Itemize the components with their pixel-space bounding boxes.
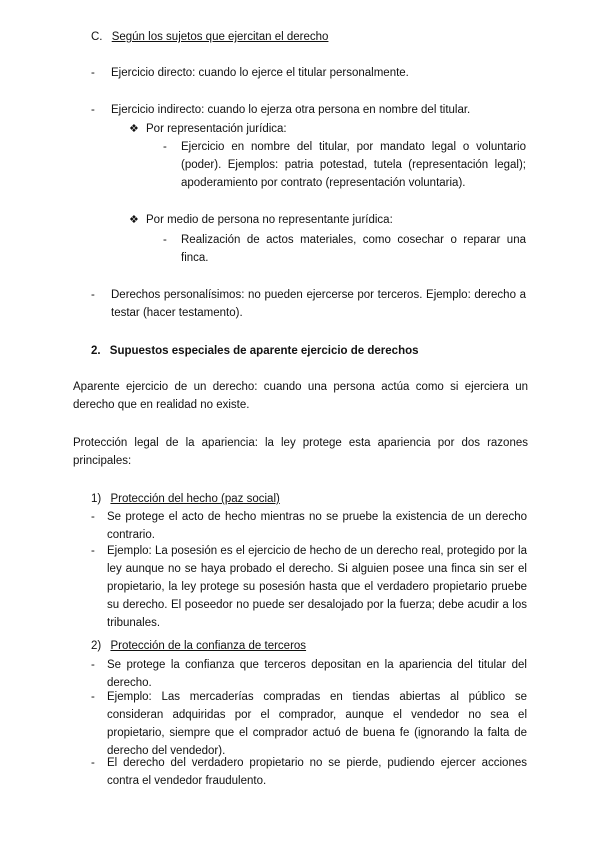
paragraph-proteccion: Protección legal de la apariencia: la ley protege esta apariencia por dos razones principales: (73, 437, 528, 467)
subsection-2-number: 2) (91, 640, 102, 652)
section-2-title: Supuestos especiales de aparente ejercicio de derechos (109, 345, 419, 357)
subsection-2-bullet: Se protege la confianza que terceros depositan en la apariencia del titular del derecho. (107, 659, 527, 689)
diamond-bullet-icon: ❖ (129, 123, 139, 135)
subsection-2-heading (91, 637, 511, 655)
dash-marker: - (91, 289, 95, 301)
subsection-1-number: 1) (91, 493, 102, 505)
dash-marker: - (163, 141, 167, 153)
item-no-representante-sub: Realización de actos materiales, como cosechar o reparar una finca. (181, 234, 526, 264)
item-directo: Ejercicio directo: cuando lo ejerce el titular personalmente. (111, 67, 409, 79)
section-2-number: 2. (91, 345, 101, 357)
paragraph-aparente: Aparente ejercicio de un derecho: cuando una persona actúa como si ejerciera un derecho que en realidad no existe. (73, 381, 528, 411)
subsection-1-bullet: Ejemplo: La posesión es el ejercicio de hecho de un derecho real, protegido por la ley aunque no se haya probado el derecho. Si alguien posee una finca sin ser el propietario, la ley protege su posesión hasta que el verdadero propietario pruebe su derecho. El poseedor no puede ser desalojado por la fuerza; debe acudir a los tribunales. (107, 545, 527, 629)
subsection-2-title: Protección de la confianza de terceros (110, 640, 307, 652)
section-c-title: Según los sujetos que ejercitan el derecho (111, 31, 329, 43)
item-no-representante-label: Por medio de persona no representante jurídica: (146, 214, 393, 226)
dash-marker: - (91, 104, 95, 116)
section-2-heading (91, 342, 531, 360)
item-personalisimos: Derechos personalísimos: no pueden ejercerse por terceros. Ejemplo: derecho a testar (hacer testamento). (111, 289, 526, 319)
section-c-letter: C. (91, 31, 103, 43)
dash-marker: - (91, 511, 95, 523)
subsection-1-title: Protección del hecho (paz social) (110, 493, 280, 505)
item-representacion-sub: Ejercicio en nombre del titular, por mandato legal o voluntario (poder). Ejemplos: patria potestad, tutela (representación legal); apoderamiento por contrato (representación voluntaria). (181, 141, 526, 189)
diamond-bullet-icon: ❖ (129, 214, 139, 226)
subsection-1-bullet: Se protege el acto de hecho mientras no se pruebe la existencia de un derecho contrario. (107, 511, 527, 541)
item-indirecto: Ejercicio indirecto: cuando lo ejerza otra persona en nombre del titular. (111, 104, 471, 116)
dash-marker: - (91, 691, 95, 703)
dash-marker: - (91, 757, 95, 769)
subsection-2-bullet: El derecho del verdadero propietario no se pierde, pudiendo ejercer acciones contra el vendedor fraudulento. (107, 757, 527, 787)
subsection-1-heading (91, 490, 511, 508)
subsection-2-bullet: Ejemplo: Las mercaderías compradas en tiendas abiertas al público se consideran adquiridas por el comprador, aunque el vendedor no sea el propietario, siempre que el comprador actuó de buena fe (ignorando la falta de derecho del vendedor). (107, 691, 527, 757)
dash-marker: - (91, 659, 95, 671)
dash-marker: - (91, 67, 95, 79)
section-c-heading (91, 28, 511, 46)
item-representacion-label: Por representación jurídica: (146, 123, 287, 135)
dash-marker: - (163, 234, 167, 246)
dash-marker: - (91, 545, 95, 557)
